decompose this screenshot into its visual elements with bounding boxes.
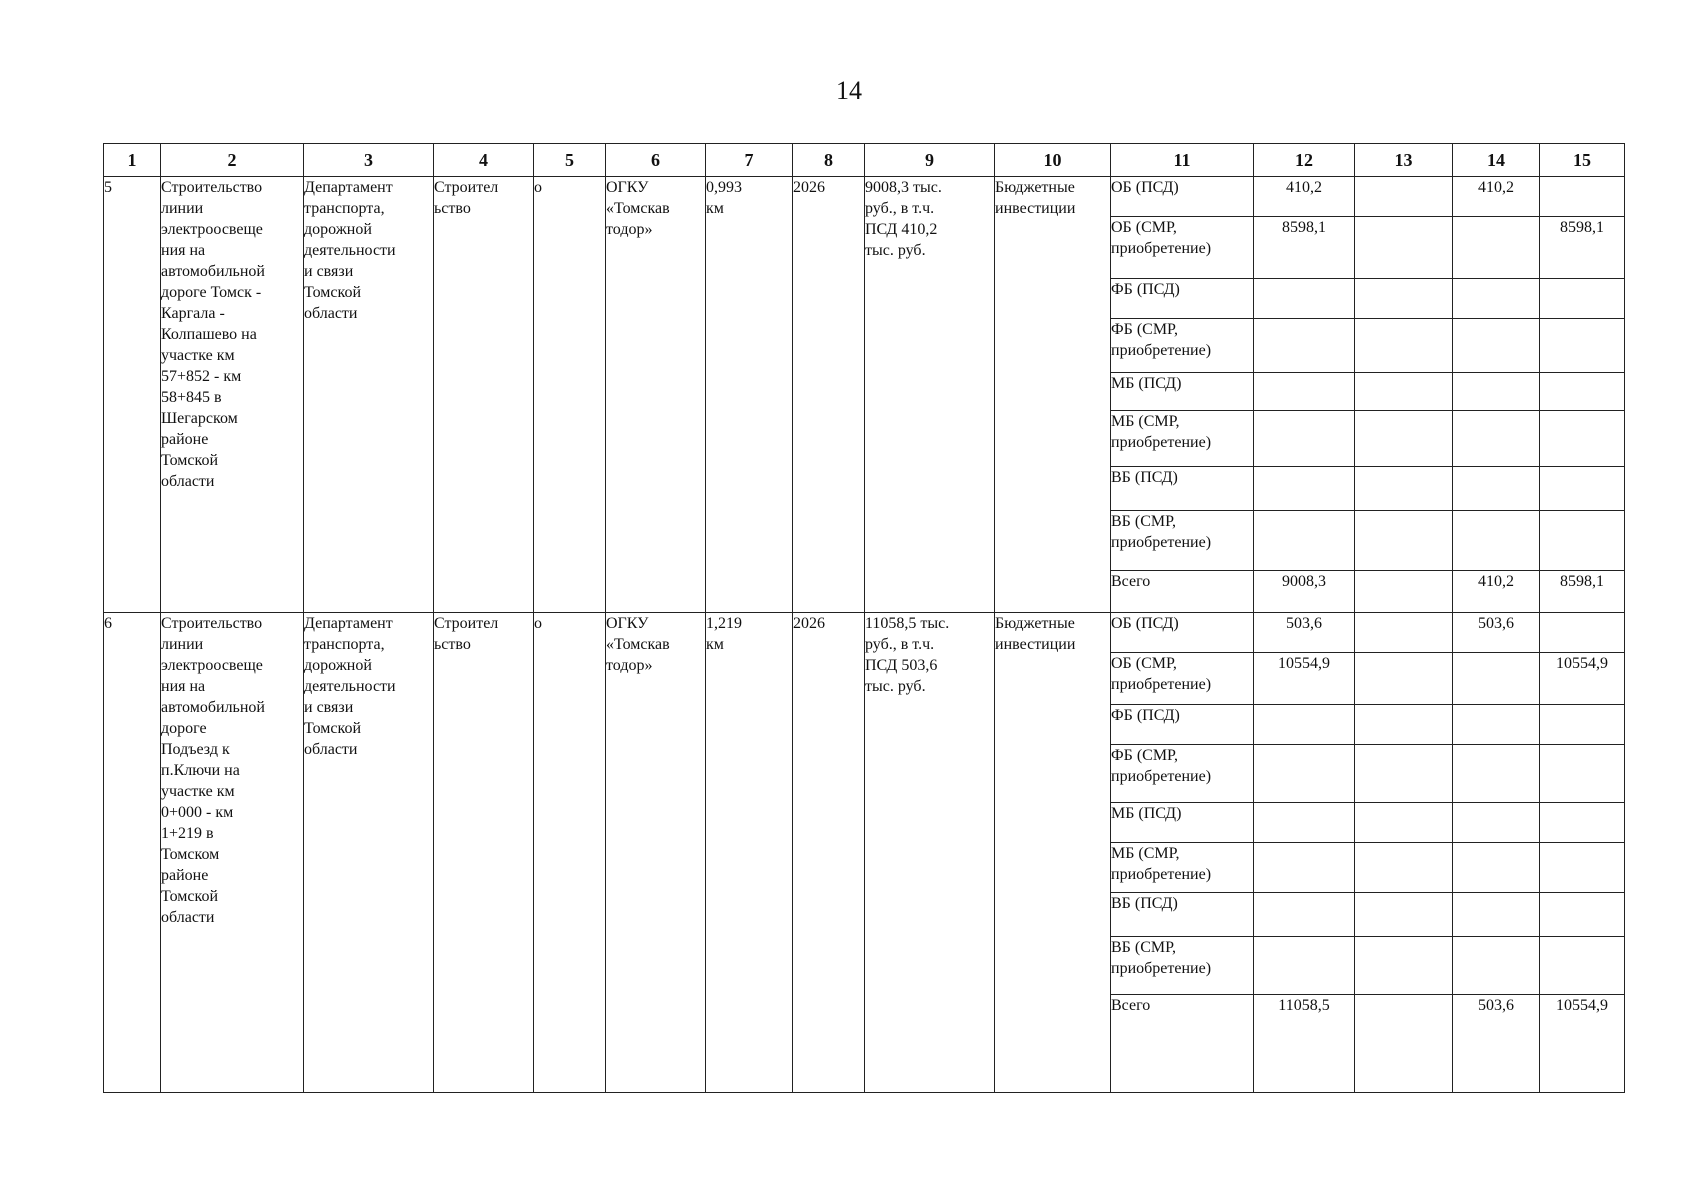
column-header-9: 9 <box>865 144 995 177</box>
amount-cell-14: 503,6 <box>1453 613 1540 653</box>
contractor-text: ОГКУ «Томскав тодор» <box>606 615 670 674</box>
funding-source-cell <box>1111 613 1254 653</box>
amount-cell-14 <box>1453 705 1540 745</box>
funding-source-cell <box>1111 705 1254 745</box>
amount-cell-15: 8598,1 <box>1540 217 1625 279</box>
funding-source-label: МБ (ПСД) <box>1111 805 1182 822</box>
header-row <box>104 144 1625 177</box>
investment-form-cell <box>995 177 1111 613</box>
customer-text: Департамент транспорта, дорожной деятельности и связи Томской области <box>304 615 396 758</box>
object-name-cell <box>161 177 304 613</box>
funding-source-cell <box>1111 511 1254 571</box>
capacity-text: 1,219 км <box>706 615 742 653</box>
funding-source-label: МБ (СМР, приобретение) <box>1111 845 1212 883</box>
amount-cell-15 <box>1540 411 1625 467</box>
amount-cell-12 <box>1254 745 1355 803</box>
funding-source-cell <box>1111 803 1254 843</box>
amount-cell-14: 503,6 <box>1453 995 1540 1093</box>
amount-cell-14 <box>1453 653 1540 705</box>
amount-cell-13 <box>1355 653 1453 705</box>
amount-cell-14 <box>1453 217 1540 279</box>
mark-text: о <box>534 179 542 196</box>
amount-cell-12: 10554,9 <box>1254 653 1355 705</box>
amount-cell-12 <box>1254 467 1355 511</box>
amount-cell-13 <box>1355 705 1453 745</box>
row-number-text: 5 <box>104 179 112 196</box>
work-type-cell <box>434 613 534 1093</box>
amount-cell-14 <box>1453 373 1540 411</box>
contractor-cell <box>606 613 706 1093</box>
funding-source-label: ВБ (ПСД) <box>1111 895 1178 912</box>
customer-cell <box>304 177 434 613</box>
year-text: 2026 <box>793 615 825 632</box>
column-header-8: 8 <box>793 144 865 177</box>
amount-cell-15: 10554,9 <box>1540 653 1625 705</box>
estimated-cost-cell <box>865 613 995 1093</box>
capacity-text: 0,993 км <box>706 179 742 217</box>
amount-cell-14 <box>1453 467 1540 511</box>
amount-cell-12 <box>1254 705 1355 745</box>
amount-cell-13 <box>1355 803 1453 843</box>
column-header-10: 10 <box>995 144 1111 177</box>
capacity-cell <box>706 177 793 613</box>
amount-cell-15 <box>1540 319 1625 373</box>
amount-cell-12 <box>1254 937 1355 995</box>
amount-cell-13 <box>1355 613 1453 653</box>
amount-cell-13 <box>1355 177 1453 217</box>
column-header-2: 2 <box>161 144 304 177</box>
amount-cell-12 <box>1254 373 1355 411</box>
funding-source-cell <box>1111 843 1254 893</box>
funding-source-cell <box>1111 571 1254 613</box>
amount-cell-15 <box>1540 467 1625 511</box>
amount-cell-13 <box>1355 217 1453 279</box>
funding-source-label: ВБ (СМР, приобретение) <box>1111 513 1212 551</box>
work-type-cell <box>434 177 534 613</box>
column-header-1: 1 <box>104 144 161 177</box>
amount-cell-15 <box>1540 893 1625 937</box>
column-header-6: 6 <box>606 144 706 177</box>
amount-cell-15 <box>1540 511 1625 571</box>
funding-source-label: ОБ (ПСД) <box>1111 179 1179 196</box>
amount-cell-13 <box>1355 467 1453 511</box>
amount-cell-14 <box>1453 511 1540 571</box>
amount-cell-14: 410,2 <box>1453 177 1540 217</box>
funding-source-cell <box>1111 467 1254 511</box>
amount-cell-13 <box>1355 511 1453 571</box>
year-cell <box>793 613 865 1093</box>
amount-cell-13 <box>1355 745 1453 803</box>
estimated-cost-text: 11058,5 тыс. руб., в т.ч. ПСД 503,6 тыс. руб. <box>865 615 950 695</box>
funding-source-cell <box>1111 177 1254 217</box>
funding-source-cell <box>1111 411 1254 467</box>
amount-cell-12 <box>1254 843 1355 893</box>
funding-source-label: ФБ (СМР, приобретение) <box>1111 747 1212 785</box>
column-header-7: 7 <box>706 144 793 177</box>
amount-cell-15 <box>1540 279 1625 319</box>
amount-cell-12 <box>1254 319 1355 373</box>
customer-cell <box>304 613 434 1093</box>
amount-cell-15 <box>1540 745 1625 803</box>
funding-source-label: ФБ (ПСД) <box>1111 281 1180 298</box>
funding-source-label: ОБ (СМР, приобретение) <box>1111 219 1212 257</box>
column-header-15: 15 <box>1540 144 1625 177</box>
column-header-4: 4 <box>434 144 534 177</box>
amount-cell-14 <box>1453 843 1540 893</box>
amount-cell-13 <box>1355 843 1453 893</box>
funding-source-cell <box>1111 745 1254 803</box>
customer-text: Департамент транспорта, дорожной деятельности и связи Томской области <box>304 179 396 322</box>
amount-cell-12 <box>1254 411 1355 467</box>
funding-source-label: ОБ (ПСД) <box>1111 615 1179 632</box>
row-number-cell <box>104 613 161 1093</box>
page-number: 14 <box>836 76 862 105</box>
funding-source-label: МБ (СМР, приобретение) <box>1111 413 1212 451</box>
estimated-cost-cell <box>865 177 995 613</box>
amount-cell-15: 10554,9 <box>1540 995 1625 1093</box>
amount-cell-14 <box>1453 411 1540 467</box>
amount-cell-13 <box>1355 279 1453 319</box>
object-name-text: Строительство линии электроосвеще ния на автомобильной дороге Подъезд к п.Ключи на участке км 0+000 - км 1+219 в Томском районе Томской области <box>161 615 265 926</box>
funding-source-cell <box>1111 653 1254 705</box>
object-name-cell <box>161 613 304 1093</box>
funding-source-label: ОБ (СМР, приобретение) <box>1111 655 1212 693</box>
funding-source-cell <box>1111 995 1254 1093</box>
mark-cell <box>534 613 606 1093</box>
amount-cell-12 <box>1254 511 1355 571</box>
amount-cell-13 <box>1355 571 1453 613</box>
contractor-cell <box>606 177 706 613</box>
column-header-5: 5 <box>534 144 606 177</box>
amount-cell-13 <box>1355 893 1453 937</box>
column-header-12: 12 <box>1254 144 1355 177</box>
amount-cell-13 <box>1355 373 1453 411</box>
funding-source-label: Всего <box>1111 997 1151 1014</box>
amount-cell-12: 9008,3 <box>1254 571 1355 613</box>
amount-cell-12 <box>1254 279 1355 319</box>
amount-cell-12 <box>1254 803 1355 843</box>
amount-cell-15 <box>1540 937 1625 995</box>
mark-cell <box>534 177 606 613</box>
estimated-cost-text: 9008,3 тыс. руб., в т.ч. ПСД 410,2 тыс. руб. <box>865 179 942 259</box>
funding-source-label: ФБ (СМР, приобретение) <box>1111 321 1212 359</box>
mark-text: о <box>534 615 542 632</box>
amount-cell-12: 11058,5 <box>1254 995 1355 1093</box>
amount-cell-15 <box>1540 613 1625 653</box>
object-name-text: Строительство линии электроосвеще ния на автомобильной дороге Томск - Каргала - Колпашево на участке км 57+852 - км 58+845 в Шегарском районе Томской области <box>161 179 265 490</box>
amount-cell-13 <box>1355 319 1453 373</box>
amount-cell-14 <box>1453 319 1540 373</box>
column-header-11: 11 <box>1111 144 1254 177</box>
amount-cell-15 <box>1540 843 1625 893</box>
table-row <box>104 613 1625 653</box>
capacity-cell <box>706 613 793 1093</box>
funding-source-label: ФБ (ПСД) <box>1111 707 1180 724</box>
row-number-text: 6 <box>104 615 112 632</box>
amount-cell-13 <box>1355 995 1453 1093</box>
column-header-14: 14 <box>1453 144 1540 177</box>
funding-source-cell <box>1111 373 1254 411</box>
funding-source-label: ВБ (ПСД) <box>1111 469 1178 486</box>
amount-cell-13 <box>1355 411 1453 467</box>
amount-cell-13 <box>1355 937 1453 995</box>
amount-cell-12: 8598,1 <box>1254 217 1355 279</box>
amount-cell-14 <box>1453 937 1540 995</box>
funding-source-cell <box>1111 937 1254 995</box>
contractor-text: ОГКУ «Томскав тодор» <box>606 179 670 238</box>
amount-cell-14 <box>1453 803 1540 843</box>
work-type-text: Строител ьство <box>434 179 499 217</box>
column-header-3: 3 <box>304 144 434 177</box>
amount-cell-12 <box>1254 893 1355 937</box>
investment-table <box>103 143 1625 1093</box>
amount-cell-12: 410,2 <box>1254 177 1355 217</box>
funding-source-cell <box>1111 217 1254 279</box>
amount-cell-14 <box>1453 893 1540 937</box>
funding-source-cell <box>1111 893 1254 937</box>
investment-form-text: Бюджетные инвестиции <box>995 179 1076 217</box>
table-row <box>104 177 1625 217</box>
amount-cell-14 <box>1453 279 1540 319</box>
amount-cell-15 <box>1540 705 1625 745</box>
funding-source-label: ВБ (СМР, приобретение) <box>1111 939 1212 977</box>
amount-cell-12: 503,6 <box>1254 613 1355 653</box>
column-header-13: 13 <box>1355 144 1453 177</box>
amount-cell-15 <box>1540 373 1625 411</box>
row-number-cell <box>104 177 161 613</box>
year-cell <box>793 177 865 613</box>
funding-source-cell <box>1111 319 1254 373</box>
investment-form-cell <box>995 613 1111 1093</box>
table-body <box>104 177 1625 1093</box>
amount-cell-15 <box>1540 177 1625 217</box>
year-text: 2026 <box>793 179 825 196</box>
funding-source-cell <box>1111 279 1254 319</box>
work-type-text: Строител ьство <box>434 615 499 653</box>
amount-cell-15 <box>1540 803 1625 843</box>
investment-form-text: Бюджетные инвестиции <box>995 615 1076 653</box>
funding-source-label: МБ (ПСД) <box>1111 375 1182 392</box>
funding-source-label: Всего <box>1111 573 1151 590</box>
amount-cell-14: 410,2 <box>1453 571 1540 613</box>
amount-cell-15: 8598,1 <box>1540 571 1625 613</box>
amount-cell-14 <box>1453 745 1540 803</box>
